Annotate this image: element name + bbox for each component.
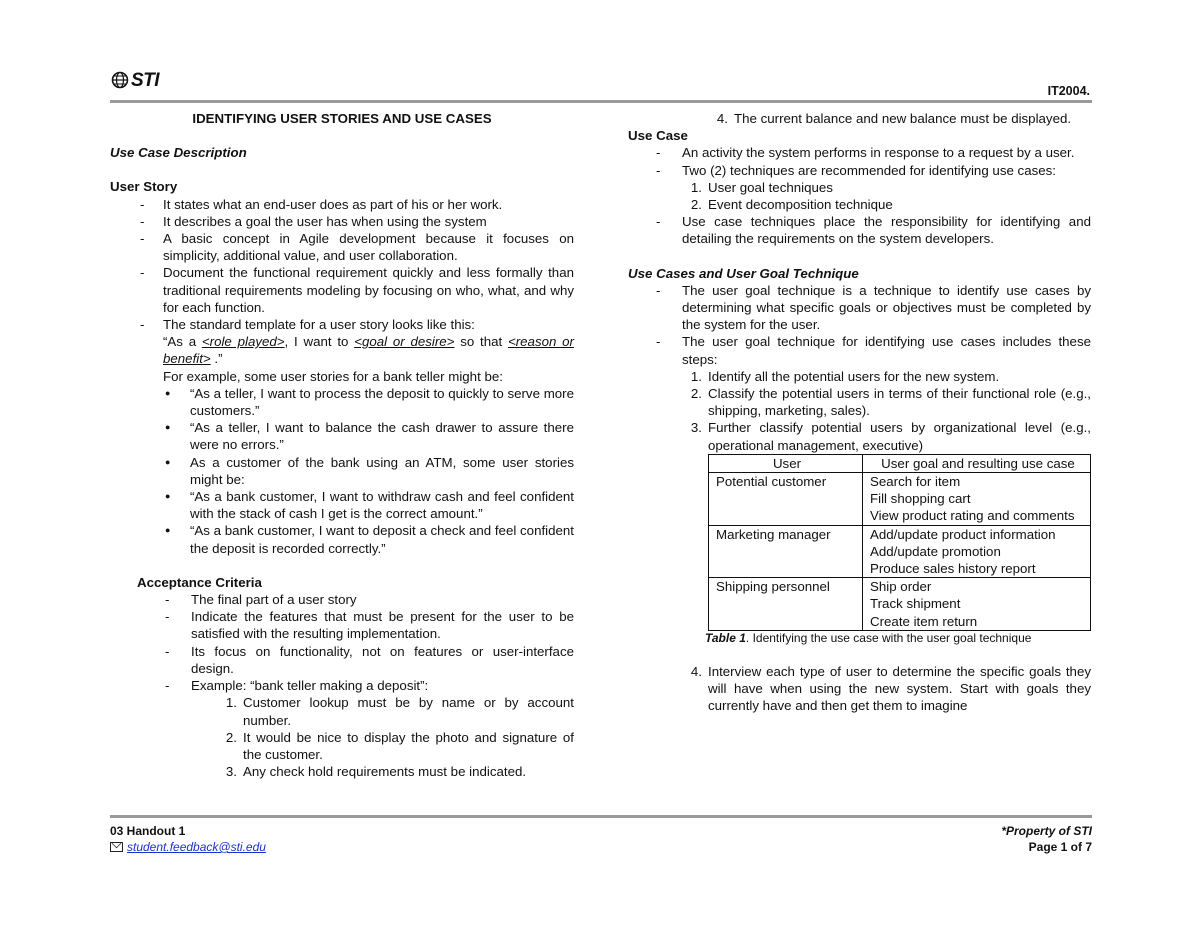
table-header-row (709, 454, 1091, 472)
user-story-heading: User Story (110, 179, 178, 195)
story-template (163, 333, 574, 367)
list-item: 1. Customer lookup must be by name or by account number. (225, 695, 574, 728)
techniques-list (682, 179, 1091, 213)
template-reason: <reason or benefit> (163, 334, 574, 367)
list-item: 3. Further classify potential users by organizational level (e.g., operational management, executive) (690, 420, 1091, 453)
footer-right (1001, 823, 1092, 855)
table-header-cell: User goal and resulting use case (863, 454, 1091, 472)
table-caption (705, 631, 1091, 646)
list-item: - Example: “bank teller making a deposit”: (137, 677, 574, 694)
list-item: 2. Event decomposition technique (690, 197, 893, 213)
list-item: ● “As a teller, I want to process the deposit to quickly to serve more customers.” (163, 385, 574, 419)
section-heading-use-case-description: Use Case Description (110, 145, 247, 161)
list-item: - Its focus on functionality, not on features or user-interface design. (137, 643, 574, 677)
table-cell-user: Marketing manager (709, 525, 863, 578)
course-code: IT2004. (1047, 84, 1090, 98)
template-part: so that (454, 334, 508, 350)
list-item: 4. The current balance and new balance must be displayed. (716, 111, 1072, 126)
list-item: - It describes a goal the user has when using the system (110, 213, 574, 230)
list-item: ● “As a bank customer, I want to deposit a check and feel confident the deposit is recorded correctly.” (163, 522, 574, 556)
list-item: 1. Identify all the potential users for the new system. (690, 368, 1000, 384)
list-item: 2. Classify the potential users in terms of their functional role (e.g., shipping, marketing, sales). (690, 386, 1091, 419)
page-title: IDENTIFYING USER STORIES AND USE CASES (192, 111, 492, 126)
template-goal: <goal or desire> (354, 334, 455, 350)
list-item: - Two (2) techniques are recommended for identifying use cases: 1. User goal techniques 2. Event decomposition technique (628, 162, 1091, 214)
table-cell-goals: Add/update product information Add/update promotion Produce sales history report (863, 525, 1091, 578)
list-item: - Document the functional requirement quickly and less formally than traditional requirements modeling by focusing on who, what, and why for each function. (110, 264, 574, 316)
page-number: Page 1 of 7 (1028, 840, 1092, 854)
use-case-list (628, 144, 1091, 247)
list-item: ● “As a bank customer, I want to withdraw cash and feel confident with the stack of cash I get is the correct amount.” (163, 488, 574, 522)
example-intro: For example, some user stories for a bank teller might be: (163, 368, 503, 384)
table-row (709, 525, 1091, 578)
list-item: 2. It would be nice to display the photo and signature of the customer. (225, 729, 574, 762)
logo-text: STI (131, 70, 160, 91)
table-row (709, 578, 1091, 631)
caption-text: . Identifying the use case with the user goal technique (745, 630, 1032, 645)
list-item (110, 316, 574, 557)
table-cell-goals: Search for item Fill shopping cart View product rating and comments (863, 473, 1091, 526)
acceptance-list (137, 591, 574, 694)
table-header-cell: User (709, 454, 863, 472)
caption-label: Table 1 (705, 630, 746, 645)
footer-left (110, 823, 266, 855)
list-item: 3. Any check hold requirements must be indicated. (225, 764, 527, 780)
left-column (110, 110, 574, 780)
list-item: 4. Interview each type of user to determine the specific goals they will have when using the new system. Start with goals they currently have and then get them to imagine (690, 663, 1091, 714)
goal-technique-heading: Use Cases and User Goal Technique (628, 265, 859, 281)
template-part: , I want to (284, 334, 355, 350)
template-intro: - The standard template for a user story looks like this: (163, 317, 475, 333)
use-case-heading: Use Case (628, 128, 688, 144)
user-goal-table (708, 454, 1091, 631)
list-item: - Use case techniques place the responsibility for identifying and detailing the requirements on the system developers. (628, 213, 1091, 247)
table-cell-user: Shipping personnel (709, 578, 863, 631)
table-cell-user: Potential customer (709, 473, 863, 526)
list-item: 1. User goal techniques (690, 179, 833, 195)
list-item: - The user goal technique is a technique to identify use cases by determining what specific goals or objectives must be completed by the system for the user. (628, 282, 1091, 334)
user-story-list (110, 196, 574, 557)
goal-steps-list (682, 368, 1091, 454)
list-item: - It states what an end-user does as part of his or her work. (110, 196, 574, 213)
property-label: *Property of STI (1001, 824, 1092, 838)
list-item: - A basic concept in Agile development because it focuses on simplicity, additional value, and user collaboration. (110, 230, 574, 264)
sti-logo (110, 71, 159, 89)
feedback-email-link[interactable]: student.feedback@sti.edu (127, 840, 266, 854)
table-row (709, 473, 1091, 526)
example-list (110, 385, 574, 557)
right-column (628, 110, 1091, 715)
footer-rule (110, 815, 1092, 818)
list-item: - The user goal technique for identifying use cases includes these steps: (628, 333, 1091, 367)
goal-steps-continued (682, 663, 1091, 715)
continued-list (708, 110, 1091, 127)
handout-label: 03 Handout 1 (110, 824, 186, 838)
acceptance-numbered-list (217, 694, 574, 780)
list-item: - An activity the system performs in response to a request by a user. (628, 144, 1091, 161)
list-item: - The final part of a user story (137, 591, 574, 608)
goal-technique-list (628, 282, 1091, 368)
table-cell-goals: Ship order Track shipment Create item return (863, 578, 1091, 631)
template-role: <role played> (201, 334, 285, 350)
sti-globe-icon (110, 71, 130, 89)
template-part: “As a (163, 334, 202, 350)
acceptance-criteria-heading: Acceptance Criteria (137, 574, 262, 590)
template-part: .” (210, 351, 223, 367)
list-item: - Indicate the features that must be present for the user to be satisfied with the resulting implementation. (137, 608, 574, 642)
list-item: ● “As a teller, I want to balance the cash drawer to assure there were no errors.” (163, 419, 574, 453)
envelope-icon (110, 842, 123, 852)
header-rule (110, 100, 1092, 103)
list-item: ● As a customer of the bank using an ATM, some user stories might be: (163, 454, 574, 488)
acceptance-criteria-section (110, 574, 574, 780)
